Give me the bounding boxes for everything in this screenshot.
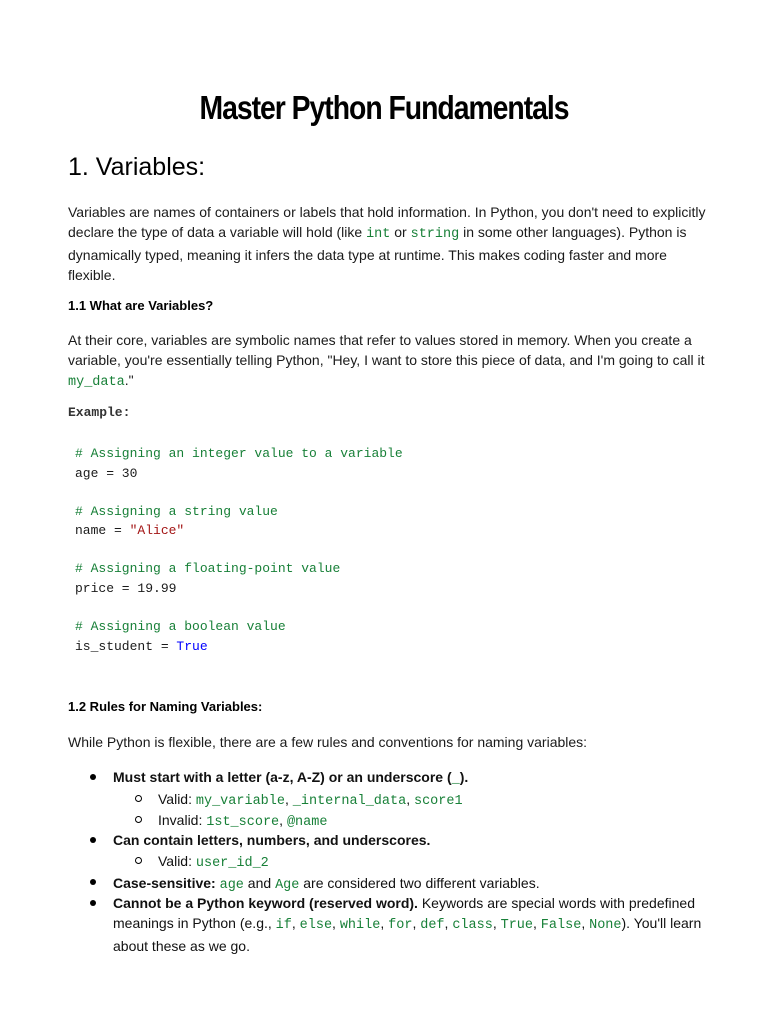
rule-start-invalid-examples: Invalid: 1st_score, @name (158, 812, 328, 830)
bullet-dot (90, 879, 96, 885)
inline-code-int: int (366, 227, 391, 242)
naming-rules-intro: While Python is flexible, there are a few rules and conventions for naming variables: (68, 734, 588, 750)
sub-bullet-circle (135, 795, 142, 802)
code-line: age = 30 (75, 466, 138, 481)
section-heading-variables: 1. Variables: (68, 153, 206, 181)
subheading-naming-rules: 1.2 Rules for Naming Variables: (68, 699, 263, 714)
code-comment: # Assigning a string value (75, 504, 278, 519)
rule-allowed-valid-example: Valid: user_id_2 (158, 853, 269, 871)
code-line: is_student = True (75, 639, 208, 654)
code-line: name = "Alice" (75, 523, 185, 538)
variables-intro-paragraph: Variables are names of containers or labels that hold information. In Python, you don't need to explicitly declare the type of data a variable will hold (like int or string in some other languages). Python is dynamically typed, meaning it infers the data type at runtime. This makes coding faster and more flexible. (68, 204, 706, 283)
sub-bullet-circle (135, 857, 142, 864)
rule-no-keywords: Cannot be a Python keyword (reserved word). Keywords are special words with predefined meanings in Python (e.g., if, else, while, for, def, class, True, False, None). You'll learn about these as we go. (113, 895, 702, 954)
code-comment: # Assigning a boolean value (75, 619, 286, 634)
code-keyword-true: True (176, 639, 208, 654)
code-comment: # Assigning an integer value to a variable (75, 446, 403, 461)
inline-code-my-data: my_data (68, 375, 125, 390)
code-comment: # Assigning a floating-point value (75, 561, 341, 576)
subheading-what-are-variables: 1.1 What are Variables? (68, 298, 214, 313)
rule-allowed-characters: Can contain letters, numbers, and underscores. (113, 832, 431, 848)
code-line: price = 19.99 (75, 581, 177, 596)
inline-code-string: string (410, 227, 460, 242)
bullet-dot (90, 837, 96, 843)
example-label: Example: (68, 405, 131, 420)
sub-bullet-circle (135, 816, 142, 823)
code-string-literal: "Alice" (129, 523, 185, 538)
page-title: Master Python Fundamentals (199, 89, 569, 126)
rule-case-sensitive: Case-sensitive: age and Age are considered two different variables. (113, 875, 540, 893)
rule-start-letter: Must start with a letter (a-z, A-Z) or an underscore (_). (113, 769, 469, 787)
inline-code-underscore: _ (451, 772, 460, 787)
bullet-dot (90, 900, 96, 906)
rule-start-valid-examples: Valid: my_variable, _internal_data, score1 (158, 791, 463, 809)
bullet-dot (90, 774, 96, 780)
what-are-variables-paragraph: At their core, variables are symbolic names that refer to values stored in memory. When you create a variable, you're essentially telling Python, "Hey, I want to store this piece of data, and I'm going to call it my_data." (68, 332, 705, 390)
